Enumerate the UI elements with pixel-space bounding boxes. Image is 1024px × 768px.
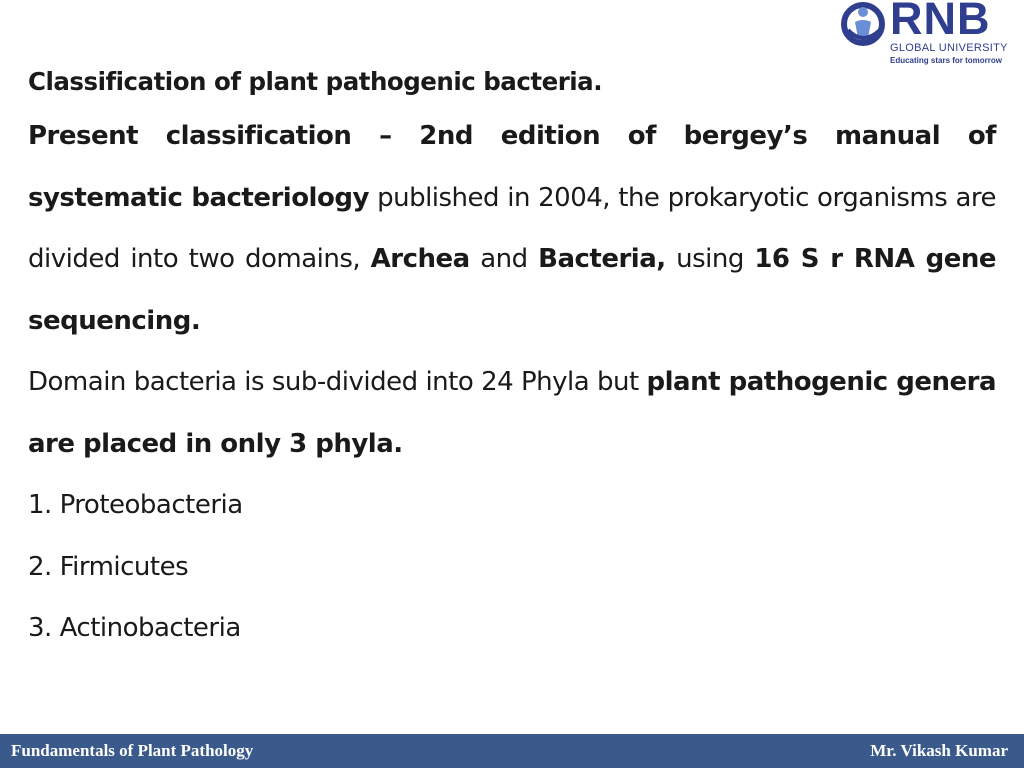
footer-author: Mr. Vikash Kumar xyxy=(870,741,1008,760)
classification-text-1: published in 2004, the prokaryotic organisms are divided into two domains, xyxy=(28,182,996,274)
list-item: 3. Actinobacteria xyxy=(28,613,241,643)
phyla-emphasis: plant pathogenic genera are placed in only 3 phyla. xyxy=(28,367,997,459)
classification-paragraph xyxy=(28,106,996,352)
logo-wordmark: RNB xyxy=(890,0,991,44)
logo-tagline: Educating stars for tomorrow xyxy=(890,56,1003,65)
sequencing-method: 16 S r RNA gene sequencing. xyxy=(28,244,996,336)
footer-bar xyxy=(0,734,1024,768)
phyla-text: Domain bacteria is sub-divided into 24 Phyla but xyxy=(28,367,647,397)
classification-text-2: and xyxy=(469,244,539,274)
phyla-paragraph xyxy=(28,352,996,475)
domain-archea: Archea xyxy=(370,244,470,274)
classification-text-3: using xyxy=(665,244,755,274)
domain-bacteria: Bacteria, xyxy=(538,244,666,274)
list-item: 2. Firmicutes xyxy=(28,551,189,582)
slide-content xyxy=(28,58,996,660)
classification-lead: Present classification – 2nd edition of bergey’s manual of systematic bacteriology xyxy=(28,121,996,213)
logo-subtitle: GLOBAL UNIVERSITY xyxy=(890,42,1008,54)
footer-course-title: Fundamentals of Plant Pathology xyxy=(11,741,254,760)
list-item: 1. Proteobacteria xyxy=(28,490,243,520)
slide-title: Classification of plant pathogenic bacteria. xyxy=(28,67,603,96)
rnb-logo-icon xyxy=(840,0,886,48)
